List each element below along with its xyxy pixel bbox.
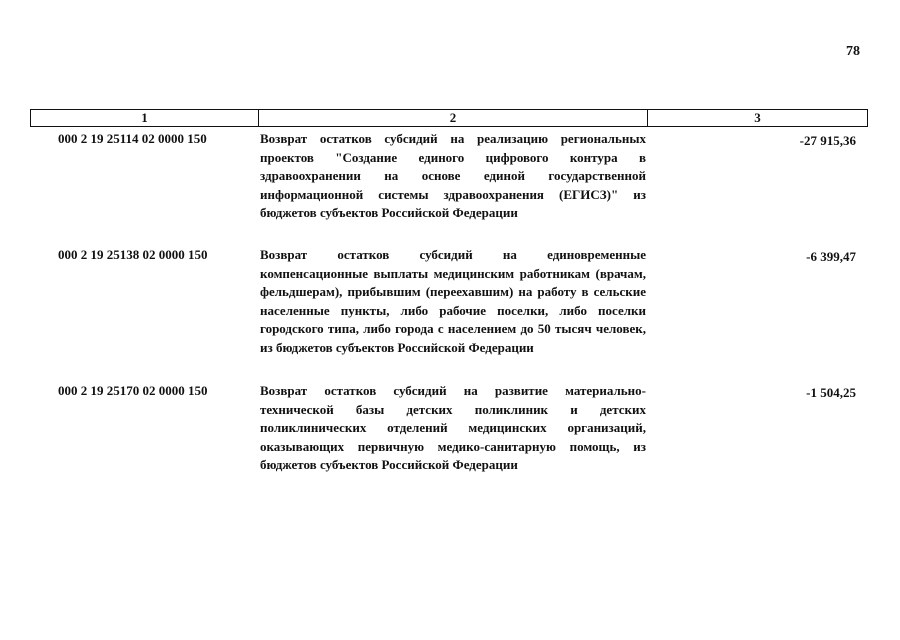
row-description: Возврат остатков субсидий на развитие материально-технической базы детских поликлиник и детских поликлинических отделений медицинских организаций, оказывающих первичную медико-санитарную помощь, из бюджетов субъектов Российской Федерации xyxy=(260,383,646,473)
page-number: 78 xyxy=(846,44,860,59)
row-amount: -27 915,36 xyxy=(799,133,856,148)
column-header-3: 3 xyxy=(754,110,761,125)
column-header-1: 1 xyxy=(31,110,259,126)
budget-code: 000 2 19 25138 02 0000 150 xyxy=(58,247,208,262)
row-amount: -6 399,47 xyxy=(806,249,856,264)
column-header-2: 2 xyxy=(259,110,648,126)
row-description: Возврат остатков субсидий на реализацию региональных проектов "Создание единого цифрового контура в здравоохранении на основе единой государственной информационной системы здравоохранения (ЕГИСЗ)" из бюджетов субъектов Российской Федерации xyxy=(260,131,646,221)
budget-code: 000 2 19 25170 02 0000 150 xyxy=(58,383,208,398)
table-header xyxy=(30,109,868,127)
budget-code: 000 2 19 25114 02 0000 150 xyxy=(58,131,207,146)
row-description: Возврат остатков субсидий на единовременные компенсационные выплаты медицинским работникам (врачам, фельдшерам), прибывшим (переехавшим) на работу в сельские населенные пункты, либо рабочие поселки, либо поселки городского типа, либо города с населением до 50 тысяч человек, из бюджетов субъектов Российской Федерации xyxy=(260,247,646,355)
row-amount: -1 504,25 xyxy=(806,385,856,400)
